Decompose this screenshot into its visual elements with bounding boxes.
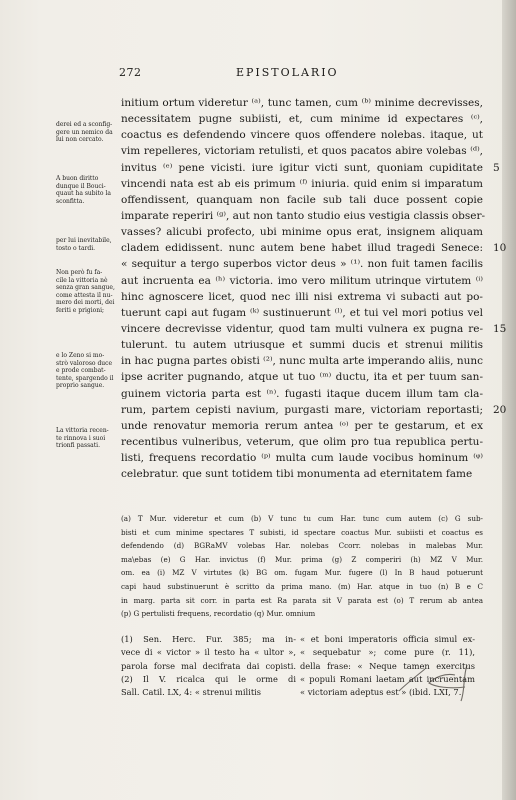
text-line: cladem edidissent. nunc autem bene habet illud tragedi Senece: (121, 242, 483, 255)
text-line: offendissent, quanquam non facile sub tali duce possent copie (121, 193, 483, 206)
margin-note-line: sconfitta. (56, 197, 85, 205)
footnotes-right-column (300, 633, 475, 699)
margin-note-line: senza gran sangue, (56, 284, 115, 292)
text-line: tulerunt. tu autem utriusque et summi ducis et strenui militis (121, 339, 483, 352)
line-number: 10 (493, 242, 507, 255)
margin-note-line: gere un nemico da (56, 128, 113, 136)
margin-note-line: Non però fu fa- (56, 269, 103, 276)
page-number: 272 (119, 66, 142, 79)
footnote-line: parola forse mal decifrata dai copisti. (121, 660, 296, 671)
margin-note (56, 175, 118, 205)
margin-note-line: proprio sangue. (56, 382, 105, 390)
line-number: 15 (493, 323, 507, 336)
text-line: « sequitur a tergo superbos victor deus » ⁽¹⁾. non fuit tamen facilis (121, 258, 483, 271)
margin-note-line: tente, spargendo il (56, 374, 114, 382)
apparatus-line: bisti et cum minime spectares T subisti, id spectare coactus Mur. subiisti et coactus es (121, 527, 483, 537)
margin-note (56, 121, 118, 144)
margin-note-line: come attesta il nu- (56, 291, 113, 299)
text-line: initium ortum videretur ⁽ᵃ⁾, tunc tamen, cum ⁽ᵇ⁾ minime decrevisses, (121, 97, 483, 109)
apparatus-line: (a) T Mur. videretur et cum (b) V tunc tu cum Har. tunc cum autem (c) G sub- (121, 514, 483, 523)
text-line: tuerunt capi aut fugam ⁽ᵏ⁾ sustinuerunt ⁽ˡ⁾, et tui vel mori potius vel (121, 306, 483, 319)
text-line: celebratur. que sunt totidem tibi monumenta ad eternitatem fame (121, 468, 473, 481)
apparatus-line: capi haud substinuerunt è scritto da prima mano. (m) Har. atque in tuo (n) B e C (121, 581, 483, 591)
margin-note-line: per lui inevitabile, (56, 237, 112, 244)
footnote-line: « et boni imperatoris officia simul ex- (300, 634, 475, 644)
page-gutter-shadow (502, 0, 516, 800)
text-line: imparate reperiri ⁽ᵍ⁾, aut non tanto studio eius vestigia classis obser- (121, 209, 486, 222)
text-line: rum, partem cepisti navium, purgasti mare, victoriam reportasti; (121, 403, 483, 416)
margin-note-line: derei ed a sconfig- (56, 121, 113, 128)
margin-note-line: e prode combat- (56, 367, 106, 375)
text-line: vasses? alicubi profecto, ubi minime opus erat, insignem aliquam (121, 226, 483, 239)
margin-note-line: tosto o tardi. (56, 244, 96, 252)
running-head: EPISTOLARIO (236, 66, 339, 79)
footnote-line: vece di « victor » il testo ha « ultor », (121, 647, 296, 658)
apparatus-line: (p) G pertulisti frequens, recordatio (q) Mur. omnium (121, 609, 316, 619)
margin-note (56, 237, 118, 252)
footnote-line: « victoriam adeptus est » (ibid. LXI, 7. (300, 687, 462, 698)
margin-note-line: A buon diritto (56, 175, 99, 182)
footnote-line: della frase: « Neque tamen exercitus (300, 660, 475, 671)
margin-note-line: quaut ha subito la (56, 190, 111, 198)
margin-note-line: feriti e prigioni; (56, 306, 105, 314)
line-number: 20 (493, 403, 507, 416)
main-text (121, 95, 486, 482)
text-line: recentibus vulneribus, veterum, que olim pro tua republica pertu- (121, 435, 483, 448)
text-line: vim repelleres, victoriam retulisti, et quos pacatos abire volebas ⁽ᵈ⁾, (121, 145, 483, 158)
margin-note-line: e lo Zeno si mo- (56, 352, 105, 359)
margin-note-line: lui non cercato. (56, 136, 104, 144)
text-line: guinem victoria parta est ⁽ⁿ⁾. fugasti itaque ducem illum tam cla- (121, 387, 483, 400)
apparatus-line: om. ea (i) MZ V virtutes (k) BG om. fugam Mur. fugere (l) In B haud potuerunt (121, 568, 483, 578)
text-line: necessitatem pugne subiisti, et, cum minime id expectares ⁽ᶜ⁾, (121, 113, 483, 126)
text-line: in hac pugna partes obisti ⁽²⁾, nunc multa arte imperando aliis, nunc (121, 355, 483, 368)
text-line: aut incruenta ea ⁽ʰ⁾ victoria. imo vero militum utrinque virtutem ⁽ⁱ⁾ (121, 274, 483, 287)
margin-note-line: trionfi passati. (56, 442, 100, 450)
margin-note (56, 269, 118, 315)
text-line: coactus es defendendo vincere quos offendere nolebas. itaque, ut (121, 129, 483, 142)
margin-note-line: dunque il Bouci- (56, 182, 106, 190)
critical-apparatus (121, 512, 483, 621)
text-line: invitus ⁽ᵉ⁾ pene vicisti. iure igitur victi sunt, quoniam cupiditate (121, 161, 483, 174)
footnotes-left-column (121, 633, 296, 699)
margin-note-line: strò valoroso duce (56, 359, 113, 367)
page-header (0, 66, 516, 82)
footnote-line: « sequebatur »; come pure (r. 11), (300, 647, 475, 658)
text-line: vincendi nata est ab eis primum ⁽ᶠ⁾ iniuria. quid enim si imparatum (121, 177, 483, 190)
text-line: listi, frequens recordatio ⁽ᵖ⁾ multa cum laude vocibus hominum ⁽ᵠ⁾ (121, 452, 483, 465)
line-number: 5 (493, 161, 500, 174)
text-line: vincere decrevisse videntur, quod tam multi vulnera ex pugna re- (121, 322, 483, 335)
footnote-line: Sall. Catil. LX, 4: « strenui militis (121, 687, 262, 698)
text-line: unde renovatur memoria rerum antea ⁽ᵒ⁾ per te gestarum, et ex (121, 419, 483, 432)
margin-note-line: cile la vittoria nè (56, 276, 108, 284)
text-line: ipse acriter pugnando, atque ut tuo ⁽ᵐ⁾ ductu, ita et per tuum san- (121, 371, 483, 384)
margin-note-line: La vittoria recen- (56, 427, 109, 434)
apparatus-line: defendendo (d) BGRaMV volebas Har. nolebas Ccorr. nolebas in malebas Mur. (121, 541, 483, 551)
margin-note (56, 427, 118, 450)
footnote-line: (2) Il V. ricalca qui le orme di (121, 673, 296, 684)
footnote-line: (1) Sen. Herc. Fur. 385; ma in- (121, 634, 296, 644)
apparatus-line: in marg. parta sit corr. in parta est Ra parata sit V parata est (o) T rerum ab antea (121, 595, 483, 605)
text-line: hinc agnoscere licet, quod nec illi nisi extrema vi subacti aut po- (121, 290, 483, 303)
margin-note-line: te rinnova i suoi (56, 434, 106, 442)
margin-note (56, 352, 118, 390)
margin-note-line: mero dei morti, dei (56, 299, 115, 307)
footnote-line: « populi Romani laetam aut incruentam (300, 673, 475, 684)
apparatus-line: ma\ebas (e) G Har. invictus (f) Mur. prima (g) Z comperiri (h) MZ V Mur. (121, 554, 483, 564)
